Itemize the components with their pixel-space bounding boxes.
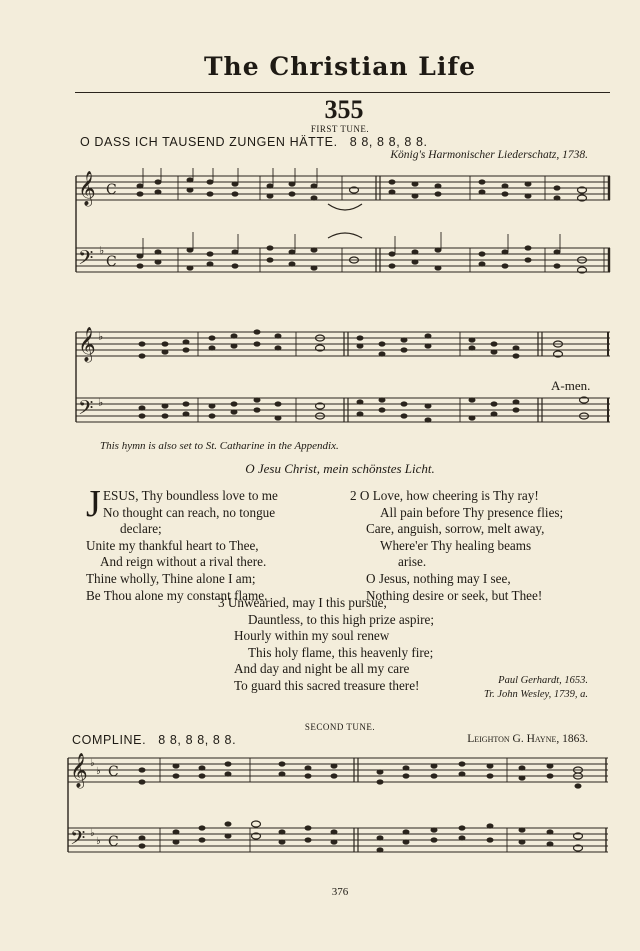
music-system-3: [62, 746, 618, 876]
verse-1-line-4: And reign without a rival there.: [100, 554, 267, 570]
section-header-title: The Christian Life: [203, 52, 477, 81]
svg-text:♭: ♭: [99, 244, 105, 257]
header-rule: [75, 92, 610, 93]
bass-clef-icon-2: 𝄢: [78, 396, 94, 424]
treble-clef-icon-2: 𝄞: [78, 327, 96, 362]
hymn-number: 355: [324, 95, 364, 124]
verse-1-first-line: ESUS, Thy boundless love to me: [103, 488, 278, 503]
music-system-1: [70, 168, 620, 308]
verse-1-line-2: declare;: [120, 521, 162, 537]
verse-1: [86, 483, 346, 604]
verse-3-line-1: 3 Unwearied, may I this pursue,: [218, 595, 387, 610]
verse-2-line-3: Care, anguish, sorrow, melt away,: [366, 521, 545, 537]
svg-text:♭: ♭: [96, 766, 101, 777]
verse-3-line-6: To guard this sacred treasure there!: [234, 677, 420, 693]
treble-clef-icon: 𝄞: [78, 171, 96, 206]
bass-clef-icon-3: 𝄢: [70, 826, 86, 854]
verse-2-line-5: arise.: [398, 554, 427, 570]
bass-clef-icon: 𝄢: [78, 246, 94, 274]
svg-text:♭: ♭: [90, 758, 95, 769]
first-tune-title: O DASS ICH TAUSEND ZUNGEN HÄTTE.: [80, 135, 338, 149]
first-tune-label: FIRST TUNE.: [310, 124, 370, 134]
second-tune-title: COMPLINE.: [72, 733, 147, 747]
verse-3-line-2: Dauntless, to this high prize aspire;: [248, 611, 435, 627]
second-tune-label: SECOND TUNE.: [304, 722, 376, 732]
second-tune-composer: Leighton G. Hayne, 1863.: [467, 733, 588, 745]
svg-text:♭: ♭: [96, 836, 101, 847]
first-tune-meter: 8 8, 8 8, 8 8.: [349, 135, 428, 149]
original-title: O Jesu Christ, mein schönstes Licht.: [245, 461, 435, 476]
verse-2: [350, 488, 610, 604]
page-number: 376: [331, 886, 349, 898]
music-system-2: [70, 318, 620, 438]
verse-3-line-4: This holy flame, this heavenly fire;: [248, 644, 434, 660]
first-tune-source: König's Harmonischer Liederschatz, 1738.: [390, 149, 588, 161]
svg-text:C: C: [108, 764, 119, 780]
verse-2-line-4: Where'er Thy healing beams: [380, 537, 532, 553]
treble-clef-icon-3: 𝄞: [70, 753, 88, 788]
appendix-note: This hymn is also set to St. Catharine in the Appendix.: [100, 440, 339, 452]
verse-3-line-3: Hourly within my soul renew: [234, 628, 390, 644]
author-credit: Paul Gerhardt, 1653.: [498, 675, 588, 686]
verse-3: [218, 595, 498, 695]
verse-1-line-6: Be Thou alone my constant flame.: [86, 587, 268, 603]
svg-text:♭: ♭: [90, 828, 95, 839]
verse-2-line-1: 2 O Love, how cheering is Thy ray!: [350, 488, 539, 503]
svg-text:♭: ♭: [98, 330, 104, 343]
verse-2-line-7: Nothing desire or seek, but Thee!: [366, 587, 543, 603]
verse-2-line-6: O Jesus, nothing may I see,: [366, 570, 511, 586]
verse-2-line-2: All pain before Thy presence flies;: [380, 504, 564, 520]
translator-credit: Tr. John Wesley, 1739, a.: [483, 689, 588, 700]
verse-1-line-5: Thine wholly, Thine alone I am;: [86, 570, 256, 586]
svg-text:C: C: [108, 834, 119, 850]
verse-1-line-3: Unite my thankful heart to Thee,: [86, 537, 259, 553]
first-tune-name: [80, 135, 428, 149]
svg-text:C: C: [106, 254, 117, 270]
amen-text: A-men.: [551, 378, 591, 393]
verse-3-line-5: And day and night be all my care: [234, 661, 410, 677]
svg-text:♭: ♭: [98, 396, 104, 409]
svg-text:C: C: [106, 182, 117, 198]
verse-1-dropcap: J: [86, 483, 101, 525]
second-tune-meter: 8 8, 8 8, 8 8.: [158, 733, 237, 747]
verse-1-line-1: No thought can reach, no tongue: [103, 504, 276, 520]
second-tune-name: [72, 733, 236, 747]
